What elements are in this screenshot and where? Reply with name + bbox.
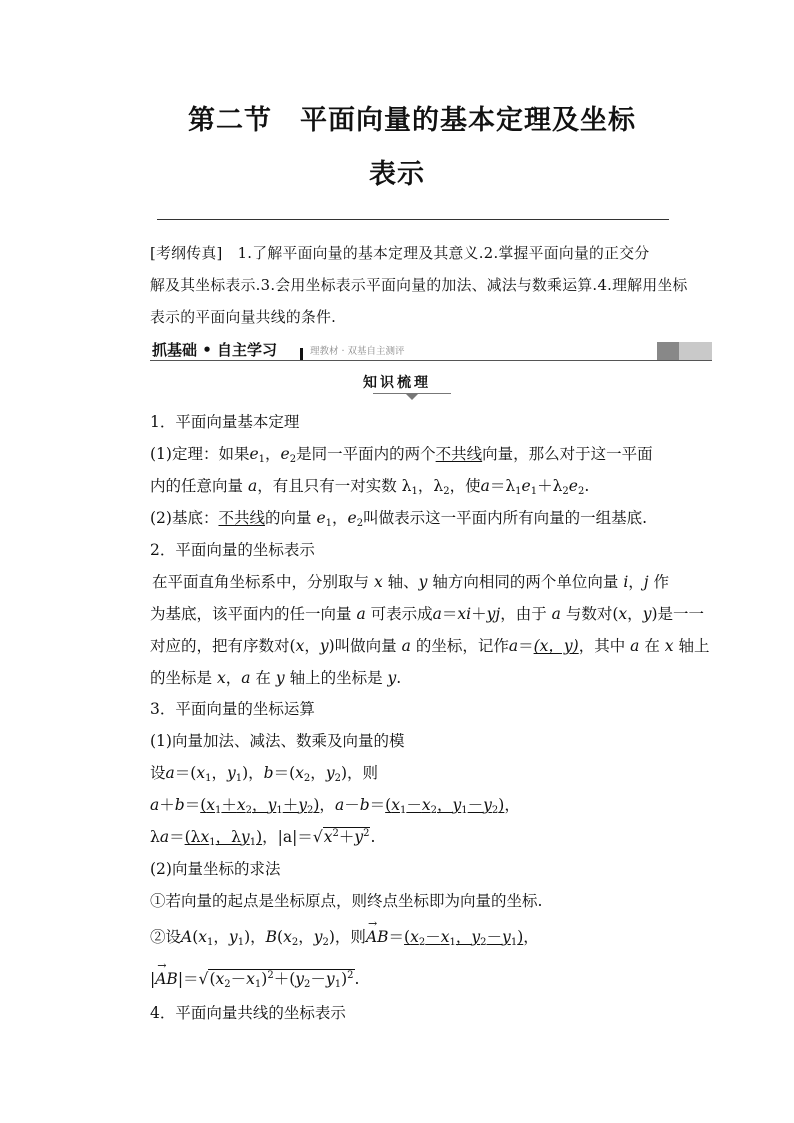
underlined-answer: (x，y) <box>533 637 579 655</box>
banner-underline <box>150 360 712 361</box>
coord-line-3: 对应的，把有序数对(x，y)叫做向量 a 的坐标，记作a＝(x，y)，其中 a 在 x 轴上 <box>150 637 710 655</box>
knowledge-triangle-icon <box>405 393 419 400</box>
banner-light-block <box>679 342 712 360</box>
section-banner-subtitle: 理教材 · 双基自主测评 <box>310 346 405 357</box>
section-2-heading: 2．平面向量的坐标表示 <box>150 541 315 559</box>
underlined-term: 不共线 <box>218 509 265 527</box>
section-3-sub2: (2)向量坐标的求法 <box>150 860 281 878</box>
exam-outline-line2: 解及其坐标表示.3.会用坐标表示平面向量的加法、减法与数乘运算.4.理解用坐标 <box>150 277 688 294</box>
section-3-sub1: (1)向量加法、减法、数乘及向量的模 <box>150 732 405 750</box>
section-3 <box>150 693 675 995</box>
section-2 <box>150 534 710 694</box>
vector-ab-magnitude-line: |→ $AB|=√(x_2-x_1)^2+(y_2-y_1)^2$. <box>150 963 675 995</box>
knowledge-heading: 知识梳理 <box>363 375 431 391</box>
section-1 <box>150 406 675 534</box>
coord-line-1: 在平面直角坐标系中，分别取与 x 轴、y 轴方向相同的两个单位向量 i，j 作 <box>152 573 670 591</box>
section-banner <box>150 340 712 361</box>
exam-outline-line3: 表示的平面向量共线的条件. <box>150 309 337 326</box>
set-line: 设$a=(x_1$，$y_1$)，$b=(x_2$，$y_2$)，则 <box>150 764 379 784</box>
basis-line: (2)基底：不共线的向量 $e_1$，$e_2$叫做表示这一平面内所有向量的一组基底. <box>150 509 648 529</box>
exam-outline-tag: [考纲传真] <box>150 245 223 262</box>
coord-line-2: 为基底，该平面内的任一向量 a 可表示成a＝xi＋yj，由于 a 与数对(x，y)是一一 <box>150 605 705 623</box>
section-4 <box>150 997 675 1029</box>
title-divider <box>157 219 669 220</box>
coord-line-4: 的坐标是 x，a 在 y 轴上的坐标是 y. <box>150 669 402 687</box>
section-4-heading: 4．平面向量共线的坐标表示 <box>150 1004 346 1022</box>
sum-diff-line: $a+b=(x_1+x_2$，$y_1+y_2$)，$a-b=(x_1-x_2$，$y_1-y_2$)， <box>150 796 520 816</box>
page-title-line2: 表示 <box>369 159 425 190</box>
theorem-line-2: 内的任意向量 a，有且只有一对实数 $\lambda_1$，$\lambda_2$，使$a=\lambda_1e_1+\lambda_2e_2$. <box>150 477 590 497</box>
section-banner-label: 抓基础 • 自主学习 <box>152 341 278 359</box>
exam-outline <box>150 238 688 334</box>
section-1-heading: 1．平面向量基本定理 <box>150 413 300 431</box>
page-title-line1: 第二节 平面向量的基本定理及坐标 <box>188 105 636 136</box>
section-3-heading: 3．平面向量的坐标运算 <box>150 700 315 718</box>
theorem-line-1: (1)定理：如果$e_1$，$e_2$是同一平面内的两个不共线向量，那么对于这一平面 <box>150 445 653 465</box>
underlined-term: 不共线 <box>435 445 483 463</box>
exam-outline-line1: [考纲传真] 1.了解平面向量的基本定理及其意义.2.掌握平面向量的正交分 <box>150 245 650 262</box>
scalar-magnitude-line: $\lambda a=(\lambda x_1$，$\lambda y_1$)，$|a|=√x^2+y^2$. <box>150 828 376 848</box>
vector-ab-line: ②设$A(x_1$，$y_1$)，$B(x_2$，$y_2$)，则→ $AB=(x_2-x_1$，$y_2-y_1$)， <box>150 921 675 953</box>
banner-dark-block <box>657 342 679 360</box>
rule-origin: ①若向量的起点是坐标原点，则终点坐标即为向量的坐标. <box>150 892 543 910</box>
